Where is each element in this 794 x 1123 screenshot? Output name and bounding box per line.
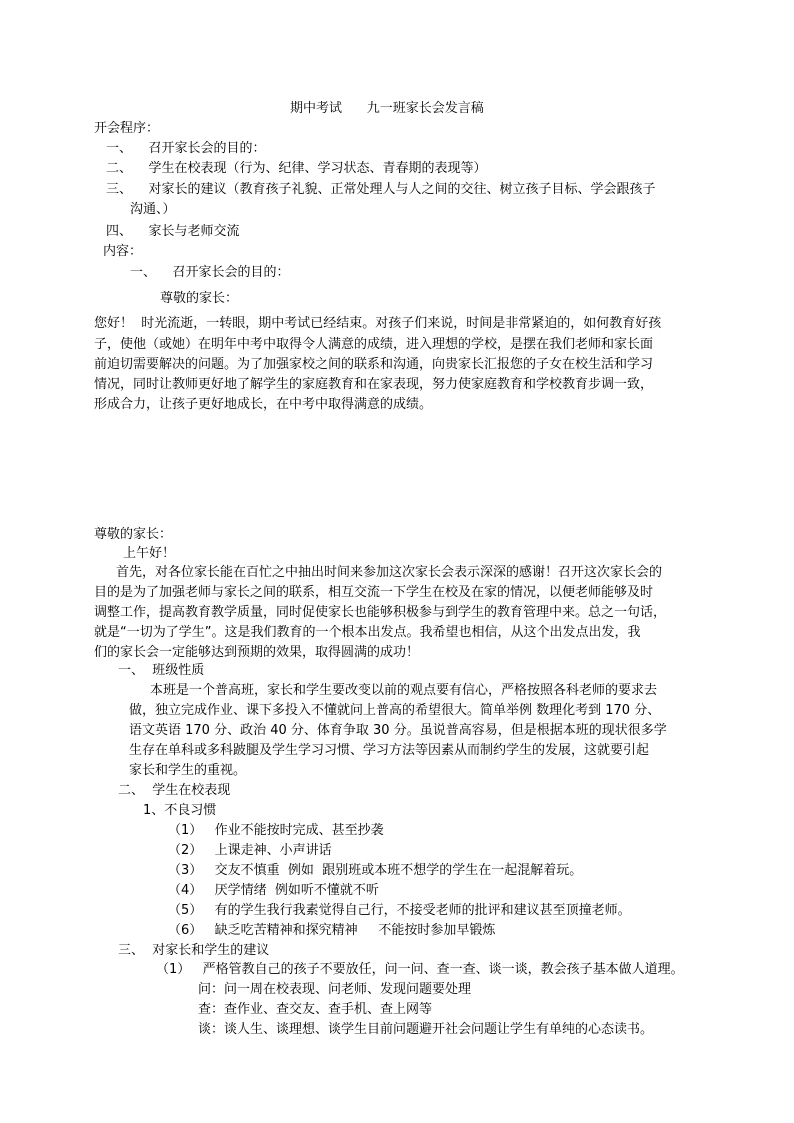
paragraph-line: 子，使他（或她）在明年中考中取得令人满意的成绩，进入理想的学校，是摆在我们老师和家长面 [94,337,654,352]
paragraph-line: 语文英语 170 分、政治 40 分、体育争取 30 分。虽说普高容易，但是根据本班的现状很多学 [129,723,667,738]
paragraph-line: 情况，同时让教师更好地了解学生的家庭教育和在家表现，努力使家庭教育和学校教育步调一致， [94,377,654,392]
paragraph-line: 家长和学生的重视。 [129,763,247,778]
agenda-heading: 开会程序： [94,121,160,136]
paragraph-line: 做，独立完成作业、课下多投入不懂就问上普高的希望很大。简单举例 数理化考到 170 分、 [129,703,661,718]
habit-item: （4） 厌学情绪 例如听不懂就不听 [168,883,379,898]
document-title: 期中考试 九一班家长会发言稿 [290,101,484,116]
advice-detail: 问：问一周在校表现、问老师、发现问题要处理 [198,982,472,997]
paragraph-line: 目的是为了加强老师与家长之间的联系，相互交流一下学生在校及在家的情况，以便老师能够及时 [94,585,654,600]
advice-detail: 查：查作业、查交友、查手机、查上网等 [198,1002,433,1017]
agenda-item: 二、 学生在校表现（行为、纪律、学习状态、青春期的表现等） [106,161,487,176]
habit-item: （2） 上课走神、小声讲话 [168,843,332,858]
agenda-item: 三、 对家长的建议（教育孩子礼貌、正常处理人与人之间的交往、树立孩子目标、学会跟孩子 [106,182,656,197]
habit-item: （5） 有的学生我行我素觉得自己行，不接受老师的批评和建议甚至顶撞老师。 [168,903,631,918]
greeting: 尊敬的家长： [160,291,239,306]
greeting: 尊敬的家长： [94,527,173,542]
content-heading: 内容： [103,244,143,259]
paragraph-line: 形成合力，让孩子更好地成长，在中考中取得满意的成绩。 [94,397,433,412]
habit-item: （1） 作业不能按时完成、甚至抄袭 [168,823,384,838]
agenda-item-continued: 沟通、） [130,202,176,217]
paragraph-line: 前迫切需要解决的问题。为了加强家校之间的联系和沟通，向贵家长汇报您的子女在校生活和学习 [94,357,654,372]
paragraph-line: 调整工作，提高教育教学质量，同时促使家长也能够积极参与到学生的教育管理中来。总之一句话， [94,605,667,620]
paragraph-line: 本班是一个普高班，家长和学生要改变以前的观点要有信心，严格按照各科老师的要求去 [150,683,658,698]
paragraph-line: 就是“一切为了学生”。这是我们教育的一个根本出发点。我希望也相信，从这个出发点出发，我 [94,625,641,640]
paragraph-line: 们的家长会一定能够达到预期的效果，取得圆满的成功！ [94,645,420,660]
advice-detail: 谈：谈人生、谈理想、谈学生目前问题避开社会问题让学生有单纯的心态读书。 [198,1022,654,1037]
advice-item: （1） 严格管教自己的孩子不要放任，问一问、查一查、谈一谈，教会孩子基本做人道理。 [156,962,684,977]
paragraph-line: 您好！ 时光流逝，一转眼，期中考试已经结束。对孩子们来说，时间是非常紧迫的，如何教育好孩 [94,316,662,331]
subsection-heading: 1、不良习惯 [143,803,217,818]
agenda-item: 四、 家长与老师交流 [106,224,240,239]
habit-item: （3） 交友不慎重 例如 跟别班或本班不想学的学生在一起混解着玩。 [168,863,583,878]
section-heading: 二、 学生在校表现 [118,783,231,798]
section-heading: 三、 对家长和学生的建议 [118,943,270,958]
paragraph-line: 生存在单科或多科跛腿及学生学习习惯、学习方法等因素从而制约学生的发展，这就要引起 [129,743,650,758]
agenda-item: 一、 召开家长会的目的： [106,141,266,156]
morning-greeting: 上午好！ [123,546,176,561]
habit-item: （6） 缺乏吃苦精神和探究精神 不能按时参加早锻炼 [168,923,496,938]
paragraph-line: 首先，对各位家长能在百忙之中抽出时间来参加这次家长会表示深深的感谢！召开这次家长会的 [116,565,663,580]
section-heading: 一、 召开家长会的目的： [130,265,290,280]
section-heading: 一、 班级性质 [118,663,205,678]
